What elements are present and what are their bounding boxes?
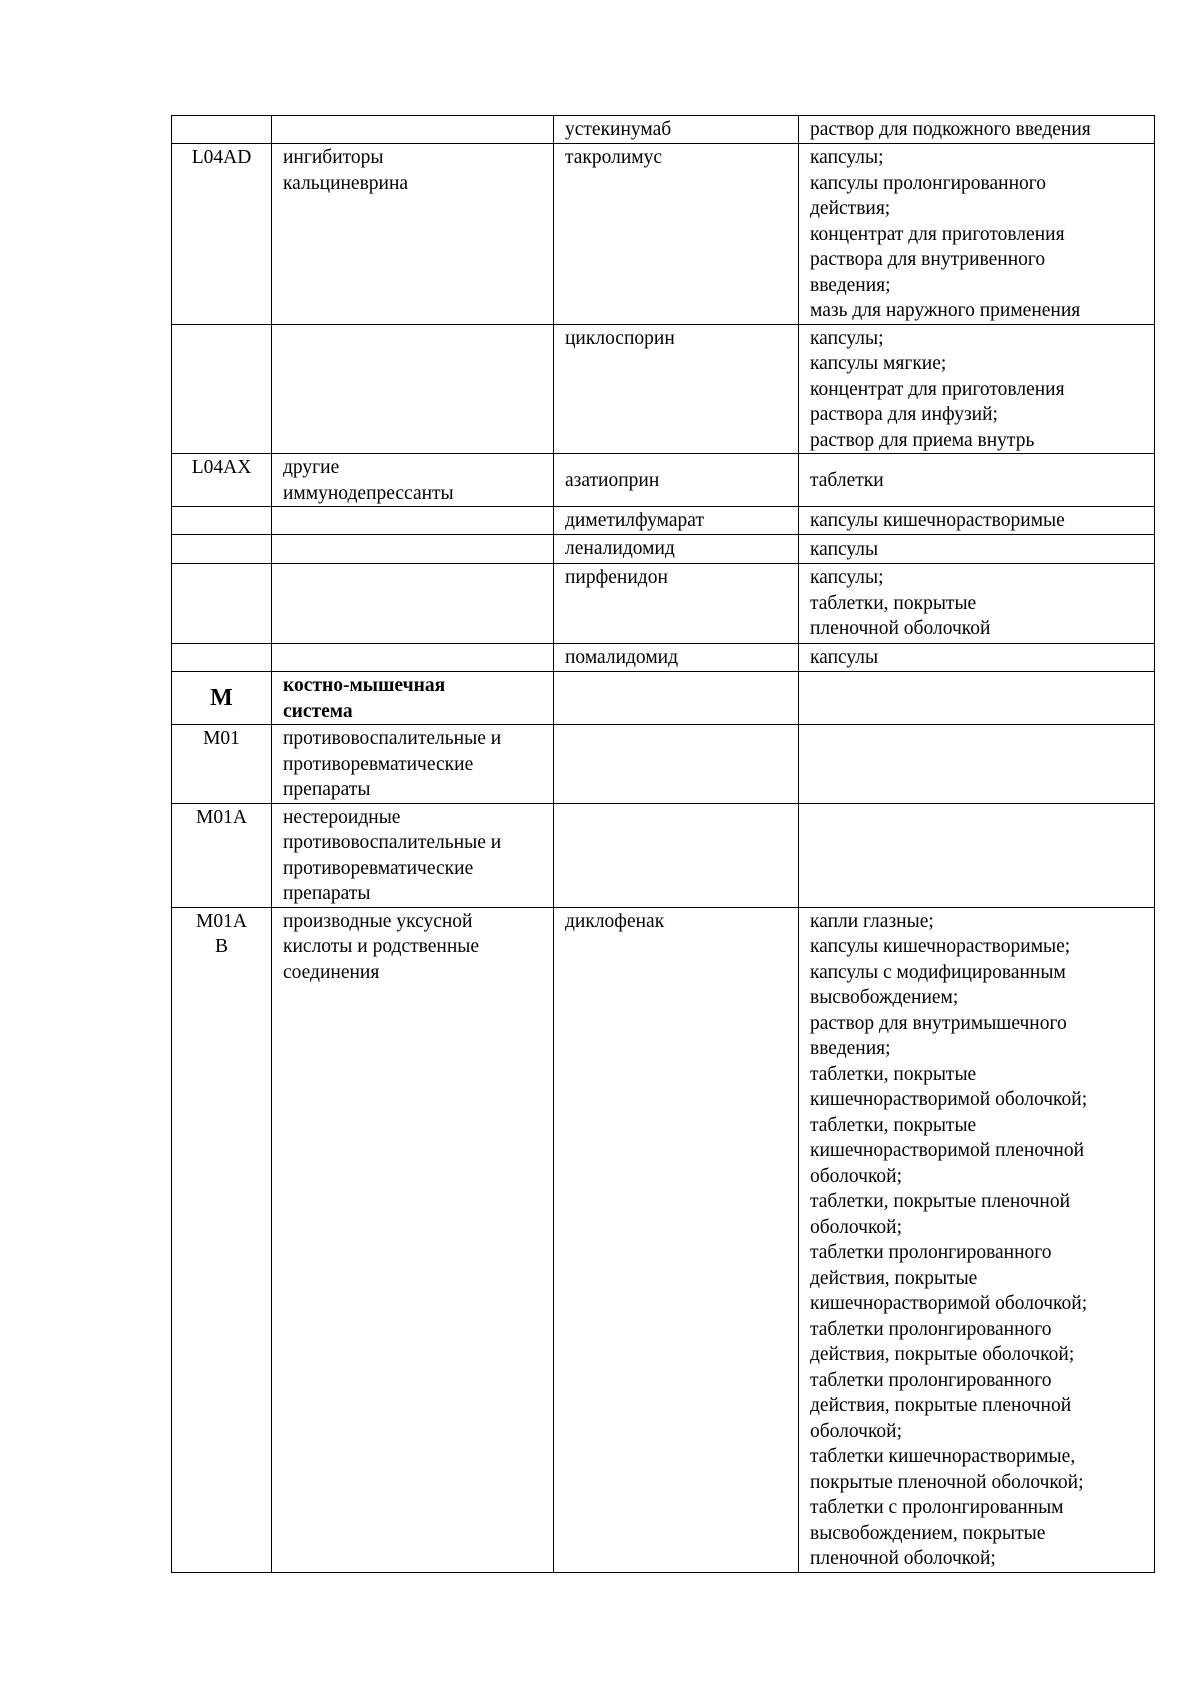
drug-name-cell: азатиоприн <box>554 454 799 507</box>
dosage-form-cell <box>799 803 1155 907</box>
drug-name-cell: диметилфумарат <box>554 507 799 535</box>
group-name-cell: ингибиторы кальциневрина <box>272 144 554 325</box>
group-name-cell <box>272 116 554 144</box>
drug-name-cell: леналидомид <box>554 535 799 564</box>
drug-name-cell: помалидомид <box>554 644 799 672</box>
atc-code-cell <box>172 116 272 144</box>
group-name-cell: нестероидные противовоспалительные и противоревматические препараты <box>272 803 554 907</box>
atc-code-cell <box>172 535 272 564</box>
atc-code-cell <box>172 507 272 535</box>
group-name-cell: другие иммунодепрессанты <box>272 454 554 507</box>
dosage-form-cell <box>799 672 1155 725</box>
atc-code-cell: M01A B <box>172 907 272 1572</box>
medication-table <box>171 115 1155 1573</box>
group-name-cell <box>272 564 554 644</box>
dosage-form-cell: капсулы кишечнорастворимые <box>799 507 1155 535</box>
group-name-cell: костно-мышечная система <box>272 672 554 725</box>
dosage-form-cell: капсулы; таблетки, покрытые пленочной оболочкой <box>799 564 1155 644</box>
dosage-form-cell: капсулы; капсулы пролонгированного действия; концентрат для приготовления раствора для внутривенного введения; мазь для наружного применения <box>799 144 1155 325</box>
group-name-cell <box>272 507 554 535</box>
dosage-form-cell: капсулы <box>799 644 1155 672</box>
dosage-form-cell: раствор для подкожного введения <box>799 116 1155 144</box>
atc-code-cell: M01 <box>172 725 272 804</box>
atc-code-cell: L04AX <box>172 454 272 507</box>
dosage-form-cell: таблетки <box>799 454 1155 507</box>
atc-code-cell <box>172 564 272 644</box>
atc-code-cell: M01A <box>172 803 272 907</box>
atc-code-cell <box>172 324 272 454</box>
group-name-cell: производные уксусной кислоты и родственные соединения <box>272 907 554 1572</box>
table-row <box>172 454 1155 507</box>
group-name-cell: противовоспалительные и противоревматические препараты <box>272 725 554 804</box>
drug-name-cell: устекинумаб <box>554 116 799 144</box>
drug-name-cell: пирфенидон <box>554 564 799 644</box>
dosage-form-cell: капли глазные; капсулы кишечнорастворимые; капсулы с модифицированным высвобождением; раствор для внутримышечного введения; таблетки, покрытые кишечнорастворимой оболочкой; таблетки, покрытые кишечнорастворимой пленочной оболочкой; таблетки, покрытые пленочной оболочкой; таблетки пролонгированного действия, покрытые кишечнорастворимой оболочкой; таблетки пролонгированного действия, покрытые оболочкой; таблетки пролонгированного действия, покрытые пленочной оболочкой; таблетки кишечнорастворимые, покрытые пленочной оболочкой; таблетки с пролонгированным высвобождением, покрытые пленочной оболочкой; <box>799 907 1155 1572</box>
table-row <box>172 803 1155 907</box>
table-row <box>172 907 1155 1572</box>
drug-name-cell <box>554 803 799 907</box>
atc-code-cell: M <box>172 672 272 725</box>
group-name-cell <box>272 644 554 672</box>
dosage-form-cell: капсулы; капсулы мягкие; концентрат для приготовления раствора для инфузий; раствор для приема внутрь <box>799 324 1155 454</box>
table-row <box>172 324 1155 454</box>
table-row <box>172 725 1155 804</box>
drug-name-cell <box>554 672 799 725</box>
drug-name-cell: такролимус <box>554 144 799 325</box>
table-row <box>172 672 1155 725</box>
dosage-form-cell: капсулы <box>799 535 1155 564</box>
table-row <box>172 116 1155 144</box>
table-row <box>172 564 1155 644</box>
group-name-cell <box>272 535 554 564</box>
drug-name-cell: циклоспорин <box>554 324 799 454</box>
drug-name-cell: диклофенак <box>554 907 799 1572</box>
dosage-form-cell <box>799 725 1155 804</box>
atc-code-cell <box>172 644 272 672</box>
table-row <box>172 644 1155 672</box>
atc-code-cell: L04AD <box>172 144 272 325</box>
table-row <box>172 144 1155 325</box>
group-name-cell <box>272 324 554 454</box>
drug-name-cell <box>554 725 799 804</box>
table-row <box>172 507 1155 535</box>
table-row <box>172 535 1155 564</box>
